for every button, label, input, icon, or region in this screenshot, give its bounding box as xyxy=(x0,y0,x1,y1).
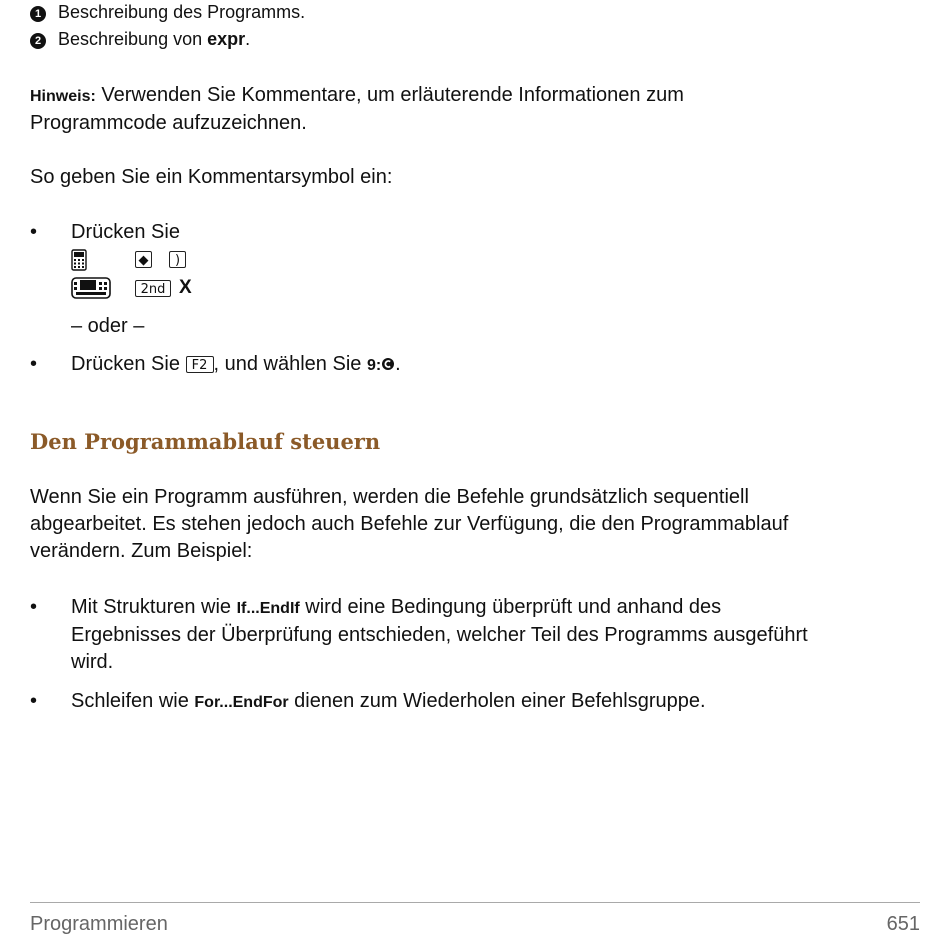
section-heading: Den Programmablauf steuern xyxy=(30,429,381,454)
section-paragraph xyxy=(30,484,920,565)
press2-middle: , und wählen Sie xyxy=(213,353,367,375)
bullet-dot: • xyxy=(30,221,38,243)
section-paragraph-line1: Wenn Sie ein Programm ausführen, werden die Befehle grundsätzlich sequentiell xyxy=(30,486,749,508)
f2-key: F2 xyxy=(186,356,214,373)
note-label: Hinweis: xyxy=(30,88,96,105)
number-2-marker: 2 xyxy=(30,33,46,49)
bullet-dot: • xyxy=(30,596,38,618)
numbered-item-2-suffix: . xyxy=(245,29,251,49)
footer-divider xyxy=(30,902,920,903)
keyboard-calculator-icon xyxy=(71,277,111,299)
comment-symbol-icon xyxy=(381,357,395,371)
or-separator: – oder – xyxy=(71,315,145,337)
forendfor-rest: dienen zum Wiederholen einer Befehlsgruppe. xyxy=(288,690,706,712)
page-number: 651 xyxy=(886,913,920,935)
press-label: Drücken Sie xyxy=(71,221,180,243)
close-paren-key: ) xyxy=(169,251,186,268)
ifendif-line3: wird. xyxy=(71,651,114,673)
intro-text: So geben Sie ein Kommentarsymbol ein: xyxy=(30,166,393,188)
section-paragraph-line3: verändern. Zum Beispiel: xyxy=(30,540,253,562)
key-row-keyboard xyxy=(71,277,271,301)
menu-item-number: 9: xyxy=(366,357,382,374)
bullet-dot: • xyxy=(30,353,38,375)
numbered-item-2-expr: expr xyxy=(207,29,246,49)
key-row-calculator xyxy=(71,249,271,271)
numbered-item-1 xyxy=(30,2,305,23)
bullet-dot: • xyxy=(30,690,38,712)
forendfor-keyword: For...EndFor xyxy=(194,694,289,711)
numbered-item-1-text: Beschreibung des Programms. xyxy=(58,2,306,22)
note-text-line2: Programmcode aufzuzeichnen. xyxy=(30,112,307,134)
forendfor-prefix: Schleifen wie xyxy=(71,690,195,712)
calculator-icon xyxy=(71,249,87,271)
numbered-item-2-prefix: Beschreibung von xyxy=(58,29,208,49)
x-key-label: X xyxy=(179,277,192,298)
ifendif-line2: Ergebnisses der Überprüfung entschieden, welcher Teil des Programms ausgeführt xyxy=(71,624,808,646)
note-paragraph xyxy=(30,82,920,137)
section-paragraph-line2: abgearbeitet. Es stehen jedoch auch Befehle zur Verfügung, die den Programmablauf xyxy=(30,513,789,535)
ifendif-rest: wird eine Bedingung überprüft und anhand des xyxy=(299,596,722,618)
note-text-line1: Verwenden Sie Kommentare, um erläuterende Informationen zum xyxy=(95,84,684,106)
ifendif-prefix: Mit Strukturen wie xyxy=(71,596,237,618)
document-page xyxy=(30,0,920,950)
numbered-item-2 xyxy=(30,29,250,50)
ifendif-keyword: If...EndIf xyxy=(236,600,300,617)
number-1-marker: 1 xyxy=(30,6,46,22)
press2-prefix: Drücken Sie xyxy=(71,353,186,375)
footer-chapter: Programmieren xyxy=(30,913,168,935)
diamond-key: ◆ xyxy=(135,251,152,268)
press2-suffix: . xyxy=(395,353,401,375)
second-key: 2nd xyxy=(135,280,171,297)
